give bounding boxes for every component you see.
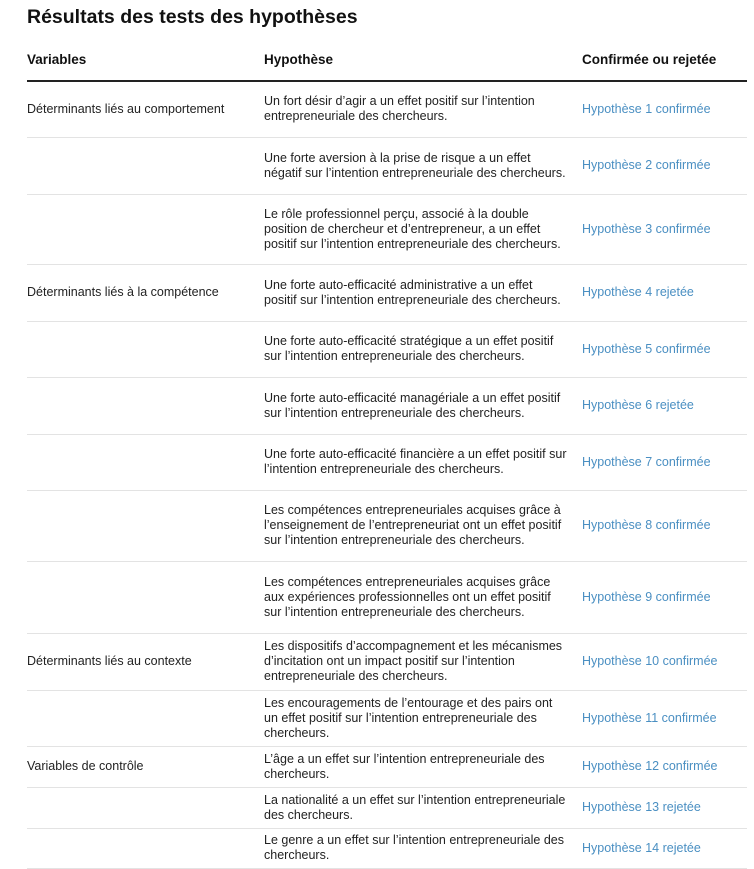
variable-cell [27, 434, 264, 490]
table-row [27, 490, 747, 561]
result-cell [582, 561, 747, 633]
result-label: Hypothèse 13 rejetée [582, 800, 701, 814]
column-header-hypothese: Hypothèse [264, 52, 582, 81]
table-row [27, 434, 747, 490]
result-label: Hypothèse 4 rejetée [582, 285, 694, 299]
variable-cell [27, 194, 264, 264]
hypothesis-cell [264, 490, 582, 561]
hypothesis-cell [264, 690, 582, 746]
table-row [27, 633, 747, 690]
hypothesis-text: Les encouragements de l’entourage et des pairs ont un effet positif sur l’intention entrepreneuriale des chercheurs. [264, 695, 553, 740]
result-label: Hypothèse 5 confirmée [582, 341, 711, 356]
variable-label: Déterminants liés au comportement [27, 101, 225, 116]
variable-cell [27, 137, 264, 194]
hypothesis-text: Un fort désir d’agir a un effet positif sur l’intention entrepreneuriale des chercheurs. [264, 94, 535, 124]
hypothesis-cell [264, 194, 582, 264]
variable-cell [27, 321, 264, 377]
variable-cell [27, 264, 264, 321]
table-row [27, 828, 747, 868]
result-cell [582, 787, 747, 828]
result-cell [582, 633, 747, 690]
variable-cell [27, 490, 264, 561]
hypothesis-text: La nationalité a un effet sur l’intention entrepreneuriale des chercheurs. [264, 792, 566, 822]
result-label: Hypothèse 11 confirmée [582, 710, 717, 725]
hypothesis-text: Les compétences entrepreneuriales acquises grâce à l’enseignement de l’entrepreneuriat ont un effet positif sur l’intention entrepreneuriale des chercheurs. [264, 503, 562, 547]
table-header-row [27, 52, 747, 81]
hypothesis-cell [264, 561, 582, 633]
hypothesis-text: Le genre a un effet sur l’intention entrepreneuriale des chercheurs. [264, 833, 564, 862]
result-cell [582, 137, 747, 194]
variable-cell [27, 633, 264, 690]
table-row [27, 690, 747, 746]
table-row [27, 264, 747, 321]
table-row [27, 746, 747, 787]
result-cell [582, 264, 747, 321]
table-row [27, 194, 747, 264]
hypothesis-cell [264, 321, 582, 377]
variable-cell [27, 746, 264, 787]
result-cell [582, 828, 747, 868]
hypothesis-text: Une forte auto-efficacité financière a un effet positif sur l’intention entrepreneuriale des chercheurs. [264, 447, 567, 476]
result-label: Hypothèse 8 confirmée [582, 518, 711, 532]
result-cell [582, 194, 747, 264]
hypothesis-cell [264, 434, 582, 490]
hypothesis-cell [264, 264, 582, 321]
page-title: Résultats des tests des hypothèses [27, 6, 358, 28]
variable-label: Déterminants liés au contexte [27, 654, 192, 668]
hypothesis-cell [264, 746, 582, 787]
variable-cell [27, 828, 264, 868]
result-cell [582, 81, 747, 137]
hypotheses-table [27, 52, 747, 869]
hypothesis-cell [264, 377, 582, 434]
result-cell [582, 490, 747, 561]
result-label: Hypothèse 14 rejetée [582, 840, 701, 855]
variable-cell [27, 81, 264, 137]
column-header-resultat: Confirmée ou rejetée [582, 52, 747, 81]
result-label: Hypothèse 1 confirmée [582, 101, 711, 116]
variable-label: Déterminants liés à la compétence [27, 285, 219, 299]
result-cell [582, 746, 747, 787]
result-label: Hypothèse 3 confirmée [582, 221, 711, 236]
result-label: Hypothèse 12 confirmée [582, 759, 718, 773]
variable-cell [27, 690, 264, 746]
variable-label: Variables de contrôle [27, 759, 144, 773]
result-label: Hypothèse 7 confirmée [582, 454, 711, 469]
result-label: Hypothèse 2 confirmée [582, 158, 711, 172]
hypothesis-cell [264, 828, 582, 868]
hypothesis-text: Les dispositifs d’accompagnement et les mécanismes d’incitation ont un impact positif sur l’intention entrepreneuriale des chercheurs. [264, 639, 563, 683]
hypothesis-text: L’âge a un effet sur l’intention entrepreneuriale des chercheurs. [264, 751, 545, 781]
result-cell [582, 377, 747, 434]
variable-cell [27, 787, 264, 828]
hypothesis-cell [264, 81, 582, 137]
result-cell [582, 434, 747, 490]
table-row [27, 81, 747, 137]
hypothesis-text: Une forte aversion à la prise de risque a un effet négatif sur l’intention entrepreneuriale des chercheurs. [264, 150, 566, 180]
result-cell [582, 690, 747, 746]
result-cell [582, 321, 747, 377]
table-row [27, 377, 747, 434]
table-row [27, 787, 747, 828]
variable-cell [27, 561, 264, 633]
table-row [27, 321, 747, 377]
table-row [27, 561, 747, 633]
hypothesis-text: Une forte auto-efficacité managériale a un effet positif sur l’intention entrepreneuriale des chercheurs. [264, 390, 561, 420]
table-row [27, 137, 747, 194]
hypothesis-text: Une forte auto-efficacité stratégique a un effet positif sur l’intention entrepreneuriale des chercheurs. [264, 334, 554, 363]
hypothesis-text: Une forte auto-efficacité administrative a un effet positif sur l’intention entrepreneuriale des chercheurs. [264, 277, 561, 307]
column-header-variables: Variables [27, 52, 264, 81]
variable-cell [27, 377, 264, 434]
result-label: Hypothèse 10 confirmée [582, 654, 718, 668]
hypothesis-text: Le rôle professionnel perçu, associé à la double position de chercheur et d’entrepreneur, a un effet positif sur l’intention entrepreneuriale des chercheurs. [264, 206, 561, 251]
hypothesis-cell [264, 137, 582, 194]
result-label: Hypothèse 6 rejetée [582, 398, 694, 412]
result-label: Hypothèse 9 confirmée [582, 589, 711, 604]
hypothesis-text: Les compétences entrepreneuriales acquises grâce aux expériences professionnelles ont un effet positif sur l’intention entrepreneuriale des chercheurs. [264, 574, 551, 619]
hypothesis-cell [264, 633, 582, 690]
hypothesis-cell [264, 787, 582, 828]
